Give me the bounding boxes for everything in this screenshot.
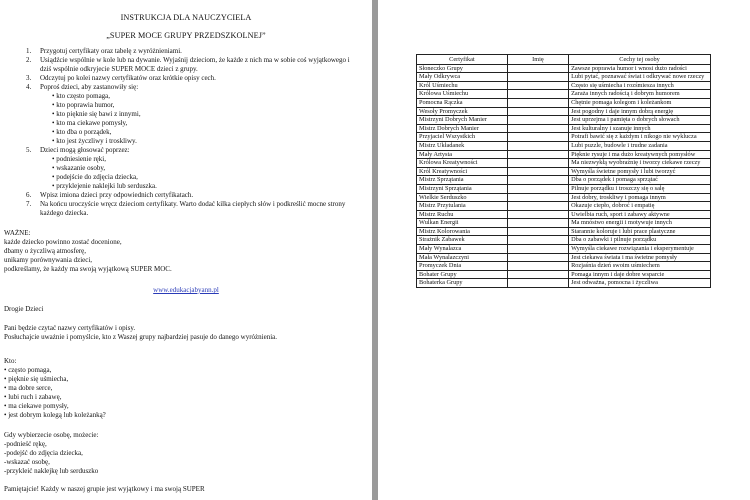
list-item: • ma dobre serce, [4,384,53,392]
list-item: • kto pięknie się bawi z innymi, [52,110,141,118]
table-row [417,245,711,254]
table-row [417,270,711,279]
important-note [4,229,364,274]
name-cell[interactable] [507,64,568,73]
step-item: 3. Odczytuj po kolei nazwy certyfikatów oraz krótkie opisy cech. [26,74,216,82]
name-cell[interactable] [507,150,568,159]
column-header-traits: Cechy tej osoby [569,55,711,65]
step4-subitems [40,92,352,146]
intro-paragraph: Pani będzie czytać nazwy certyfikatów i opisy. Posłuchajcie uważnie i pomyślcie, kto z Waszej grupy najbardziej pasuje do danego wyróżnienia. [4,324,277,341]
page-title: INSTRUKCJA DLA NAUCZYCIELA [120,13,252,22]
certificate-cell: Król Uśmiechu [417,81,508,90]
certificate-cell: Mistrz Sprzątania [417,176,508,185]
name-cell[interactable] [507,176,568,185]
table-row [417,279,711,288]
name-cell[interactable] [507,227,568,236]
name-cell[interactable] [507,98,568,107]
table-row [417,184,711,193]
website-link[interactable]: www.edukacjabyann.pl [153,286,219,294]
certificate-cell: Mistrz Kolorowania [417,227,508,236]
traits-cell: Uwielbia ruch, sport i zabawy aktywne [569,210,711,219]
list-item: • pięknie się uśmiecha, [4,375,69,383]
certificate-cell: Mały Odkrywca [417,73,508,82]
table-row [417,202,711,211]
name-cell[interactable] [507,90,568,99]
name-cell[interactable] [507,245,568,254]
traits-cell: Jest ciekawa świata i ma świetne pomysły [569,253,711,262]
list-item: -wskazać osobę, [4,458,50,466]
name-cell[interactable] [507,107,568,116]
traits-cell: Lubi puzzle, budowle i trudne zadania [569,141,711,150]
certificate-cell: Wesoły Promyczek [417,107,508,116]
certificate-cell: Mistrz Ruchu [417,210,508,219]
step-item: 7. Na końcu uroczyście wręcz dzieciom certyfikaty. Warto dodać kilka ciepłych słów i podkreślić mocne strony każdego dziecka. [26,200,346,217]
greeting: Drogie Dzieci [4,305,44,313]
traits-cell: Ma niezwykłą wyobraźnię i tworzy ciekawe rzeczy [569,159,711,168]
table-row [417,219,711,228]
name-cell[interactable] [507,159,568,168]
list-item: • wskazanie osoby, [52,164,106,172]
name-cell[interactable] [507,279,568,288]
traits-cell: Jest dobry, troskliwy i pomaga innym [569,193,711,202]
table-row [417,81,711,90]
traits-cell: Wymyśla świetne pomysły i lubi tworzyć [569,167,711,176]
closing-line: Pamiętajcie! Każdy w naszej grupie jest wyjątkowy i ma swoją SUPER [4,485,205,493]
certificate-cell: Mistrz Układanek [417,141,508,150]
certificate-cell: Promyczek Dnia [417,262,508,271]
document-page-right [378,0,750,500]
traits-cell: Jest odważna, pomocna i życzliwa [569,279,711,288]
table-row [417,159,711,168]
list-item: • kto ma ciekawe pomysły, [52,119,128,127]
table-row [417,141,711,150]
traits-cell: Okazuje ciepło, dobroć i empatię [569,202,711,211]
table-row [417,236,711,245]
name-cell[interactable] [507,124,568,133]
list-item: -przykleić naklejkę lub serduszko [4,467,99,475]
page-subtitle: „SUPER MOCE GRUPY PRZEDSZKOLNEJ” [106,31,266,40]
name-cell[interactable] [507,193,568,202]
table-row [417,124,711,133]
traits-cell: Dba o porządek i pomaga sprzątać [569,176,711,185]
traits-cell: Często się uśmiecha i rozśmiesza innych [569,81,711,90]
table-row [417,167,711,176]
list-item: • kto dba o porządek, [52,128,112,136]
name-cell[interactable] [507,73,568,82]
certificate-cell: Mały Wynalazca [417,245,508,254]
note-line: WAŻNE: [4,229,31,237]
table-row [417,150,711,159]
certificate-cell: Królowa Kreatywności [417,159,508,168]
column-header-certificate: Certyfikat [417,55,508,65]
table-row [417,90,711,99]
name-cell[interactable] [507,184,568,193]
table-header-row [417,55,711,65]
name-cell[interactable] [507,202,568,211]
traits-cell: Lubi pytać, poznawać świat i odkrywać nowe rzeczy [569,73,711,82]
name-cell[interactable] [507,116,568,125]
name-cell[interactable] [507,141,568,150]
list-item: • lubi ruch i zabawę, [4,393,62,401]
table-row [417,193,711,202]
traits-cell: Pilnuje porządku i troszczy się o salę [569,184,711,193]
note-line: każde dziecko powinno zostać docenione, [4,238,122,246]
list-item: • kto jest życzliwy i troskliwy. [52,137,137,145]
traits-cell: Wymyśla ciekawe rozwiązania i eksperymentuje [569,245,711,254]
note-line: unikamy porównywania dzieci, [4,256,93,264]
certificate-cell: Mistrz Dobrych Manier [417,124,508,133]
table-row [417,64,711,73]
list-item: • podejście do zdjęcia dziecka, [52,173,138,181]
name-cell[interactable] [507,236,568,245]
name-cell[interactable] [507,219,568,228]
certificate-cell: Bohater Grupy [417,270,508,279]
list-item: • często pomaga, [4,366,52,374]
choose-list: Gdy wybierzecie osobę, możecie: -podnieść rękę, -podejść do zdjęcia dziecka, -wskazać osobę, -przykleić naklejkę lub serduszko [4,431,364,476]
step-item: 4. Poproś dzieci, aby zastanowiły się: • kto często pomaga, • kto poprawia humor, • kto pięknie się bawi z innymi, • kto ma ciekawe pomysły, • kto dba o porządek, • kto jest życzliwy i troskliwy. [22,83,352,146]
list-item: • jest dobrym kolegą lub koleżanką? [4,411,106,419]
table-row [417,210,711,219]
table-row [417,227,711,236]
document-page-left [0,0,372,500]
table-row [417,116,711,125]
table-row [417,262,711,271]
list-item: • kto często pomaga, [52,92,111,100]
traits-cell: Jest uprzejma i pamięta o dobrych słowach [569,116,711,125]
name-cell[interactable] [507,210,568,219]
traits-cell: Starannie koloruje i lubi prace plastyczne [569,227,711,236]
step5-subitems [40,155,352,191]
traits-cell: Ma mnóstwo energii i motywuje innych [569,219,711,228]
step-item: 6. Wpisz imiona dzieci przy odpowiednich certyfikatach. [26,191,194,199]
instruction-steps [22,47,352,218]
table-row [417,176,711,185]
certificate-cell: Król Kreatywności [417,167,508,176]
list-item: • przyklejenie naklejki lub serduszka. [52,182,157,190]
traits-cell: Potrafi bawić się z każdym i nikogo nie wyklucza [569,133,711,142]
certificate-cell: Wulkan Energii [417,219,508,228]
certificate-cell: Mały Artysta [417,150,508,159]
certificate-cell: Królowa Uśmiechu [417,90,508,99]
certificate-cell: Strażnik Zabawek [417,236,508,245]
table-row [417,133,711,142]
traits-cell: Jest kulturalny i szanuje innych [569,124,711,133]
name-cell[interactable] [507,253,568,262]
name-cell[interactable] [507,167,568,176]
certificate-cell: Mistrz Przytulania [417,202,508,211]
certificate-cell: Pomocna Rączka [417,98,508,107]
list-item: -podnieść rękę, [4,440,47,448]
table-row [417,73,711,82]
who-list: Kto: • często pomaga, • pięknie się uśmiecha, • ma dobre serce, • lubi ruch i zabawę, • ma ciekawe pomysły, • jest dobrym kolegą lub koleżanką? [4,357,364,420]
traits-cell: Chętnie pomaga kolegom i koleżankom [569,98,711,107]
certificate-table [416,54,711,288]
certificate-cell: Słoneczko Grupy [417,64,508,73]
traits-cell: Pomaga innym i daje dobre wsparcie [569,270,711,279]
traits-cell: Zawsze poprawia humor i wnosi dużo radości [569,64,711,73]
list-item: • ma ciekawe pomysły, [4,402,69,410]
list-item: • kto poprawia humor, [52,101,115,109]
certificate-cell: Bohaterka Grupy [417,279,508,288]
list-item: • podniesienie ręki, [52,155,106,163]
name-cell[interactable] [507,262,568,271]
name-cell[interactable] [507,81,568,90]
traits-cell: Jest pogodny i daje innym dobrą energię [569,107,711,116]
step-item: 2. Usiądźcie wspólnie w kole lub na dywanie. Wyjaśnij dzieciom, że każde z nich ma w sobie coś wyjątkowego i dziś wspólnie odkryjecie SUPER MOCE dzieci z grupy. [26,56,350,73]
step-item: 5. Dzieci mogą głosować poprzez: • podniesienie ręki, • wskazanie osoby, • podejście do zdjęcia dziecka, • przyklejenie naklejki lub serduszka. [22,146,352,191]
table-row [417,98,711,107]
certificate-cell: Przyjaciel Wszystkich [417,133,508,142]
traits-cell: Rozjaśnia dzień swoim uśmiechem [569,262,711,271]
certificate-cell: Wielkie Serduszko [417,193,508,202]
certificate-cell: Mała Wynalazczyni [417,253,508,262]
certificate-cell: Mistrzyni Sprzątania [417,184,508,193]
column-header-name: Imię [507,55,568,65]
list-item: -podejść do zdjęcia dziecka, [4,449,83,457]
table-row [417,253,711,262]
note-line: podkreślamy, że każdy ma swoją wyjątkową SUPER MOC. [4,265,172,273]
traits-cell: Dba o zabawki i pilnuje porządku [569,236,711,245]
table-body [417,64,711,287]
certificate-cell: Mistrzyni Dobrych Manier [417,116,508,125]
step-item: 1. Przygotuj certyfikaty oraz tabelę z wyróżnieniami. [26,47,182,55]
traits-cell: Pięknie rysuje i ma dużo kreatywnych pomysłów [569,150,711,159]
table-row [417,107,711,116]
name-cell[interactable] [507,270,568,279]
note-line: dbamy o życzliwą atmosferę, [4,247,87,255]
name-cell[interactable] [507,133,568,142]
traits-cell: Zaraża innych radością i dobrym humorem [569,90,711,99]
